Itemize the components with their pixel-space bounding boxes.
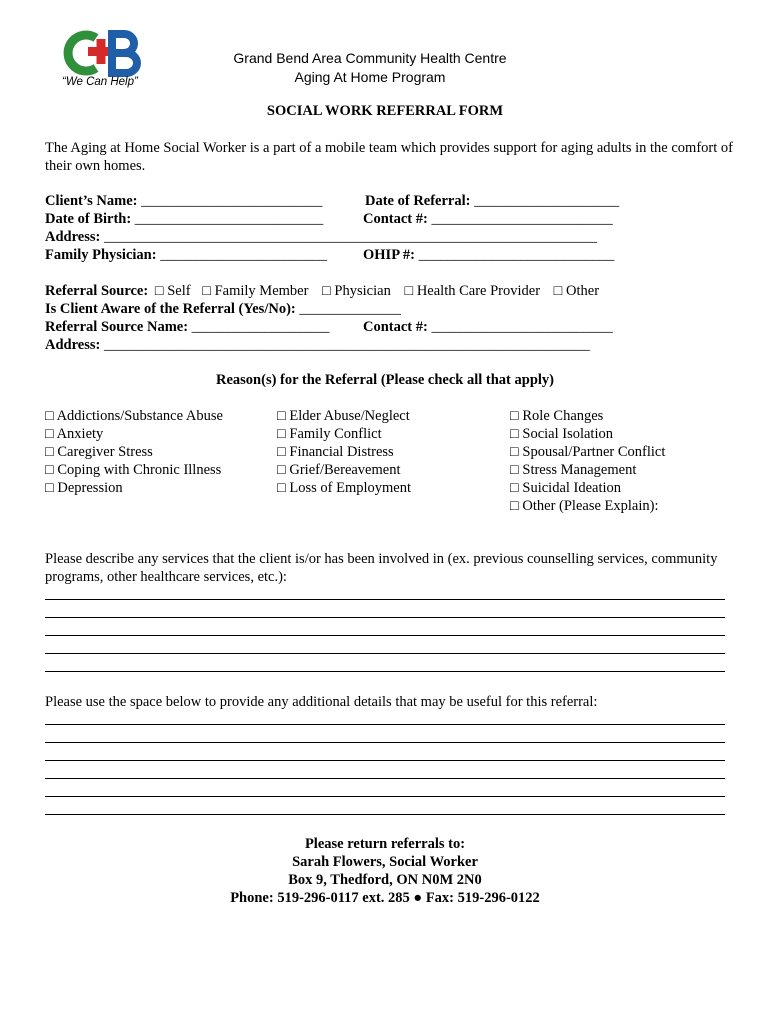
form-title: SOCIAL WORK REFERRAL FORM — [266, 103, 504, 119]
reason-role-changes-checkbox[interactable]: □ Role Changes — [510, 408, 604, 424]
logo-tagline: “We Can Help” — [62, 76, 138, 88]
dob-label: Date of Birth: — [45, 211, 132, 227]
additional-line-4[interactable] — [45, 778, 725, 779]
source-option-family-member[interactable]: □ Family Member — [202, 283, 309, 299]
reason-financial-distress-checkbox[interactable]: □ Financial Distress — [277, 444, 394, 460]
source-name-label: Referral Source Name: — [45, 319, 189, 335]
client-name-row — [45, 192, 322, 210]
services-line-3[interactable] — [45, 635, 725, 636]
reason-suicidal-ideation-checkbox[interactable]: □ Suicidal Ideation — [510, 480, 622, 496]
reasons-column-3 — [510, 407, 665, 515]
client-name-field[interactable]: _________________________ — [141, 193, 323, 209]
source-contact-label: Contact #: — [363, 319, 428, 335]
source-contact-field[interactable]: _________________________ — [431, 319, 613, 335]
services-line-1[interactable] — [45, 599, 725, 600]
contact-person: Sarah Flowers, Social Worker — [292, 854, 478, 870]
additional-line-6[interactable] — [45, 814, 725, 815]
physician-field[interactable]: _______________________ — [160, 247, 327, 263]
source-address-row — [45, 336, 590, 354]
reason-partner-conflict-checkbox[interactable]: □ Spousal/Partner Conflict — [510, 444, 666, 460]
referral-date-row — [365, 192, 619, 210]
reason-grief-checkbox[interactable]: □ Grief/Bereavement — [277, 462, 401, 478]
client-aware-row — [45, 300, 401, 318]
referral-date-field[interactable]: ____________________ — [474, 193, 620, 209]
referral-source-row — [45, 282, 599, 300]
ohip-label: OHIP #: — [363, 247, 415, 263]
client-name-label: Client’s Name: — [45, 193, 138, 209]
reason-loss-employment-checkbox[interactable]: □ Loss of Employment — [277, 480, 412, 496]
ohip-row — [363, 246, 614, 264]
additional-line-2[interactable] — [45, 742, 725, 743]
dob-row — [45, 210, 323, 228]
reason-caregiver-stress-checkbox[interactable]: □ Caregiver Stress — [45, 444, 153, 460]
reasons-column-1 — [45, 407, 223, 497]
reason-addictions-checkbox[interactable]: □ Addictions/Substance Abuse — [45, 408, 223, 424]
client-aware-field[interactable]: ______________ — [299, 301, 401, 317]
client-contact-row — [363, 210, 613, 228]
additional-line-3[interactable] — [45, 760, 725, 761]
reason-depression-checkbox[interactable]: □ Depression — [45, 480, 123, 496]
physician-label: Family Physician: — [45, 247, 157, 263]
services-prompt: Please describe any services that the client is/or has been involved in (ex. previous counselling services, community programs, other healthcare services, etc.): — [45, 551, 718, 585]
phone-fax: Phone: 519-296-0117 ext. 285 ● Fax: 519-296-0122 — [230, 890, 540, 906]
source-contact-row — [363, 318, 613, 336]
source-option-other[interactable]: □ Other — [553, 283, 600, 299]
referral-date-label: Date of Referral: — [365, 193, 471, 209]
physician-row — [45, 246, 327, 264]
organization-name: Grand Bend Area Community Health Centre — [233, 50, 507, 66]
source-option-physician[interactable]: □ Physician — [322, 283, 391, 299]
reason-chronic-illness-checkbox[interactable]: □ Coping with Chronic Illness — [45, 462, 222, 478]
source-option-self[interactable]: □ Self — [154, 283, 191, 299]
additional-line-5[interactable] — [45, 796, 725, 797]
reason-stress-management-checkbox[interactable]: □ Stress Management — [510, 462, 637, 478]
source-name-field[interactable]: ___________________ — [191, 319, 330, 335]
services-line-2[interactable] — [45, 617, 725, 618]
source-address-field[interactable]: ___________________________________________________________________ — [103, 337, 590, 353]
reason-social-isolation-checkbox[interactable]: □ Social Isolation — [510, 426, 613, 442]
reason-other-checkbox[interactable]: □ Other (Please Explain): — [510, 498, 659, 514]
reason-family-conflict-checkbox[interactable]: □ Family Conflict — [277, 426, 382, 442]
client-contact-label: Contact #: — [363, 211, 428, 227]
client-address-row — [45, 228, 597, 246]
client-contact-field[interactable]: _________________________ — [431, 211, 613, 227]
reasons-column-2 — [277, 407, 411, 497]
dob-field[interactable]: __________________________ — [134, 211, 324, 227]
reason-elder-abuse-checkbox[interactable]: □ Elder Abuse/Neglect — [277, 408, 410, 424]
additional-line-1[interactable] — [45, 724, 725, 725]
program-name: Aging At Home Program — [294, 69, 446, 85]
reason-anxiety-checkbox[interactable]: □ Anxiety — [45, 426, 104, 442]
return-referrals-heading: Please return referrals to: — [304, 836, 466, 852]
source-option-health-care-provider[interactable]: □ Health Care Provider — [404, 283, 541, 299]
gb-logo-icon — [60, 28, 152, 78]
client-address-field[interactable]: ____________________________________________________________________ — [103, 229, 597, 245]
client-address-label: Address: — [45, 229, 101, 245]
additional-prompt: Please use the space below to provide any additional details that may be useful for this referral: — [45, 694, 598, 710]
referral-source-label: Referral Source: — [45, 283, 149, 299]
intro-text: The Aging at Home Social Worker is a part of a mobile team which provides support for aging adults in the comfort of their own homes. — [45, 140, 733, 174]
services-line-4[interactable] — [45, 653, 725, 654]
services-line-5[interactable] — [45, 671, 725, 672]
source-address-label: Address: — [45, 337, 101, 353]
ohip-field[interactable]: ___________________________ — [418, 247, 615, 263]
reasons-title: Reason(s) for the Referral (Please check all that apply) — [216, 372, 554, 388]
source-name-row — [45, 318, 329, 336]
client-aware-label: Is Client Aware of the Referral (Yes/No): — [45, 301, 296, 317]
mailing-address: Box 9, Thedford, ON N0M 2N0 — [288, 872, 482, 888]
